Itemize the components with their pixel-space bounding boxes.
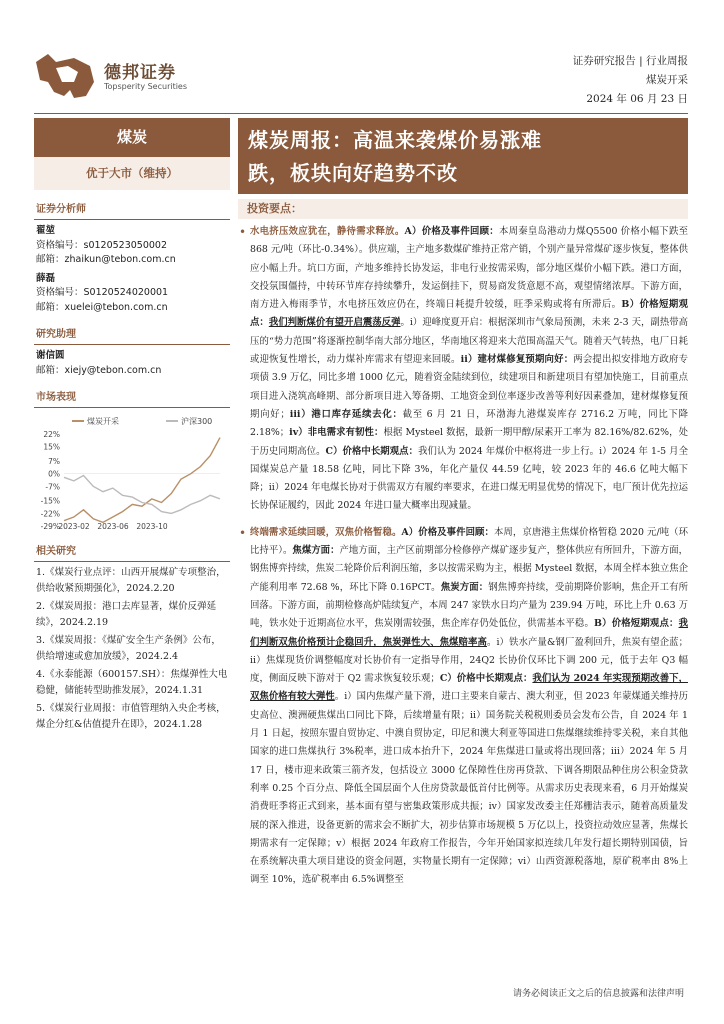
para-sub: iii）港口库存延续去化： [289,408,403,420]
report-date: 2024 年 06 月 23 日 [586,93,688,105]
report-meta [573,52,688,109]
para-sub: iv）非电需求有韧性： [289,427,384,439]
legend-label: 沪深300 [181,417,213,426]
related-item[interactable]: 4.《永泰能源（600157.SH）：焦煤弹性大电稳健，储能转型助推发展》，2024.1.31 [36,669,228,696]
para-text: 本周秦皇岛港动力煤Q5500 价格小幅下跌至 868 元/吨（环比-0.34%）。供应端，主产地多数煤矿维持正常产销，个别产量异常煤矿逐步恢复，整体供应小幅上升。坑口方面，产地多维持长协发运，非电行业按需采购，部分地区煤价小幅下跌。港口方面，交投氛围僵持，中转环节库存持续攀升，发运倒挂下，贸易商发货意愿不高，观望情绪浓厚。下游方面，南方进入梅雨季节，水电挤压效应仍在，终端日耗提升较缓，旺季采购或将有所滞后。 [250,226,688,311]
y-tick-label: -7% [45,482,60,492]
x-tick-label: 2023-02 [58,522,90,531]
sector-label: 煤炭 [34,118,230,157]
y-tick-label: -22% [40,509,60,519]
y-tick-label: -29% [40,522,60,531]
assistant-email[interactable]: 邮箱：xiejy@tebon.com.cn [36,364,162,376]
market-chart-svg [34,412,230,532]
analyst-cert: 资格编号：S0120524020001 [36,287,169,298]
related-item[interactable]: 5.《煤炭行业周报：市值管理纳入央企考核，煤企分红&估值提升在即》，2024.1.28 [36,703,226,730]
para-sub: C）价格中长期观点： [439,673,533,685]
assistant-block [34,349,230,378]
y-tick-label: 7% [48,457,60,467]
para-highlight: 我们判断双焦价格预计企稳回升，焦炭弹性大、焦煤赔率高 [250,618,688,648]
para-text: 钢焦博弈持续，受前期降价影响，焦企开工有所回落。下游方面，前期检修高炉陆续复产，本周 247 家铁水日均产量为 239.94 万吨，环比上升 0.63 万吨，铁水处于近期高位水平，焦炭刚需较强，焦企库存仍处低位，供需基本平稳。 [250,581,688,630]
para-text: 我们认为 2024 年煤价中枢将进一步上行。i）2024 年 1-5 月全国煤炭总产量 18.58 亿吨，同比下降 3%，年化产量仅 44.59 亿吨，较 2023 年的 46.6 亿吨大幅下降；ii）2024 年电煤长协对于供需双方有履约率要求，在进口煤无明显优势的情况下，电厂预计优先拉运长协保证履约，因此 2024 年进口量大概率出现减量。 [250,445,688,512]
para-text: 。i）迎峰度夏开启：根据深圳市气象局预测，未来 2-3 天，副热带高压的“势力范围”将逐渐控制华南大部分地区，华南地区将迎来大范围高温天气。随着天气转热，电厂日耗或迎恢复性增长，动力煤补库需求有望迎来回暖。 [250,317,688,366]
related-list [34,565,230,733]
disclaimer: 请务必阅读正文之后的信息披露和法律声明 [512,989,684,999]
x-tick-label: 2023-06 [97,522,129,531]
para-sub: A）价格及事件回顾： [404,226,499,237]
title-line: 跌，板块向好趋势不改 [248,161,458,185]
assistant-heading: 研究助理 [34,327,230,345]
x-tick-label: 2023-10 [136,522,168,531]
para-sub: A）价格及事件回顾： [401,526,494,538]
report-type: 证券研究报告 | 行业周报 [572,55,688,67]
market-chart [34,412,230,532]
header-divider [34,113,688,114]
rating-label: 优于大市（维持） [34,157,230,190]
paragraph-coking-coal [238,524,688,890]
paragraph-thermal-coal [238,223,688,516]
market-heading: 市场表现 [34,390,230,408]
legend-label: 煤炭开采 [87,417,119,426]
para-text: 产地方面，主产区前期部分检修停产煤矿逐步复产，整体供应有所回升，下游方面，钢焦博弈持续，焦炭二轮降价后利润压缩，多以按需采购为主，根据 Mysteel 数据，本周全样本独立焦企产能利用率 72.68 %，环比下降 0.16PCT。 [250,545,688,593]
report-body [238,223,688,890]
series-line [64,476,220,514]
key-points-heading: 投资要点： [238,199,688,219]
para-text: 根据 Mysteel 数据，最新一期甲醇/尿素开工率为 82.16%/82.62%，处于历史同期高位。 [250,427,688,457]
title-line: 煤炭周报：高温来袭煤价易涨难 [248,128,542,152]
para-highlight: 我们判断煤价有望开启震荡反弹 [268,317,401,329]
para-sub: 焦炭方面： [440,581,489,593]
left-sidebar [34,118,230,735]
y-tick-label: 22% [43,430,60,439]
logo-text-cn: 德邦证券 [104,63,176,83]
report-title [238,118,688,194]
para-text: 两会提出拟安排地方政府专项债 3.9 万亿，同比多增 1000 亿元，随着资金陆续到位，续建项目和新建项目有望加快施工，目前重点项目进入浇筑高峰期、部分新项目进入筹备期、工地资金到位率逐步改善等利好因素叠加，建材煤修复预期向好； [250,354,688,420]
y-tick-label: -15% [40,496,60,506]
para-text: 本周，京唐港主焦煤价格暂稳 2020 元/吨（环比持平）。 [250,526,688,557]
related-item[interactable]: 3.《煤炭周报：《煤矿安全生产条例》公布，供给增速或愈加放缓》，2024.2.4 [36,635,221,662]
analyst-name: 翟堃 [36,225,56,236]
analyst-heading: 证券分析师 [34,202,230,220]
para-highlight: 我们认为 2024 年实现预期改善下，双焦价格有较大弹性 [250,673,688,703]
company-logo [34,52,194,100]
para-text: 。i）国内焦煤产量下滑，进口主要来自蒙古、澳大利亚，但 2023 年蒙煤通关维持历史高位、澳洲硬焦煤出口同比下降，后续增量有限；ii）国务院关税税则委员会发布公告，自 2024 年 1 月 1 日起，按照东盟自贸协定、中澳自贸协定，印尼和澳大利亚等国进口焦煤继续维持零关税，来自其他国家的进口焦煤执行 3%税率，进口成本抬升下，2024 年焦煤进口量或将出现回落；iii）2024 年 5 月 17 日，楼市迎来政策三箭齐发，包括设立 3000 亿保障性住房再贷款、下调各期限品种住房公积金贷款利率 0.25 个百分点、降低全国层面个人住房贷款最低首付比例等。从需求历史表现来看，6 月开始煤炭消费旺季将正式到来，基本面有望与密集政策形成共振；iv）国家发改委主任郑栅洁表示，随着高质量发展的深入推进，设备更新的需求会不断扩大，初步估算市场规模 5 万亿以上，投资拉动效应显著，焦煤长期需求有一定保障；v）根据 2024 年政府工作报告，今年开始国家拟连续几年发行超长期特别国债，旨在系统解决重大项目建设的资金问题，实物量长期有一定保障；vi）山西资源税落地，原矿税率由 8%上调至 10%，选矿税率由 6.5%调整至 [250,691,688,886]
para-sub: C）价格中长期观点： [325,445,419,457]
y-tick-label: 15% [43,442,60,452]
logo-text-en: Topsperity Securities [104,82,188,91]
para-lead: 终端需求延续回暖，双焦价格暂稳。 [250,526,402,538]
para-sub: B）价格短期观点： [594,618,679,630]
analyst-email[interactable]: 邮箱：zhaikun@tebon.com.cn [36,254,176,265]
para-text: 。i）铁水产量&钢厂盈利回升，焦炭有望企蓝；ii）焦煤现货价调整幅度对长协价有一定指导作用，24Q2 长协价仅环比下调 200 元，低于去年 Q3 幅度，侧面反映下游对于 Q2 需求恢复较乐观； [250,636,688,685]
related-item[interactable]: 1.《煤炭行业点评：山西开展煤矿专项整治，供给收紧预期强化》，2024.2.20 [36,567,226,594]
bull-logo-icon [34,52,96,100]
para-lead: 水电挤压效应犹在，静待需求释放。 [250,226,405,237]
analyst-block [34,224,230,315]
industry-label: 煤炭开采 [646,74,688,86]
related-item[interactable]: 2.《煤炭周报：港口去库显著，煤价反弹延续》，2024.2.19 [36,601,217,628]
para-text: 截至 6 月 21 日，环渤海九港煤炭库存 2716.2 万吨，同比下降 2.18%； [250,408,688,439]
assistant-name: 谢信圆 [36,350,65,361]
para-sub: B）价格短期观点： [250,299,688,329]
analyst-email[interactable]: 邮箱：xuelei@tebon.com.cn [36,301,168,313]
analyst-name: 薛磊 [36,272,56,284]
analyst-cert: 资格编号：s0120523050002 [36,239,168,251]
y-tick-label: 0% [48,469,60,479]
related-heading: 相关研究 [34,544,230,562]
para-sub: 焦煤方面： [292,545,340,557]
para-sub: ii）建材煤修复预期向好： [460,354,574,366]
